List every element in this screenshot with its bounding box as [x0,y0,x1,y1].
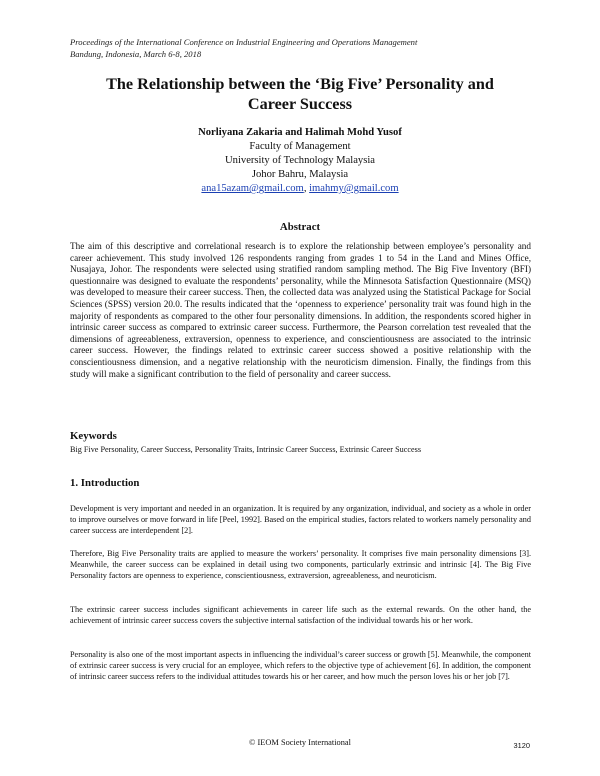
author-block [70,126,530,196]
email-separator: , [303,183,310,194]
introduction-heading: 1. Introduction [70,477,140,489]
affiliation-university: University of Technology Malaysia [225,155,375,166]
intro-paragraph: Therefore, Big Five Personality traits are applied to measure the workers’ personality. It comprises five main personality dimensions [3]. Meanwhile, the career success can be explained in detail using two components, particularly extrinsic and intrinsic [4]. The Big Five Personality factors are openness to experience, conscientiousness, extraversion, agreeableness, and neuroticism. [70,549,531,580]
header-location-date: Bandung, Indonesia, March 6-8, 2018 [70,49,202,59]
intro-paragraph: Development is very important and needed in an organization. It is required by any organization, individual, and society as a whole in order to improve ourselves or move forward in life [Peel, 1992]. Based on the empirical studies, factors related to workers namely personality and career success are interdependent [2]. [70,504,531,535]
header-conference: Proceedings of the International Conference on Industrial Engineering and Operations Management [70,37,418,47]
running-header [70,36,530,60]
paper-title [70,74,530,114]
footer-copyright: © IEOM Society International [249,738,351,747]
affiliation-faculty: Faculty of Management [249,141,351,152]
keywords-heading: Keywords [70,430,117,442]
abstract-heading: Abstract [279,221,321,233]
email-link-1[interactable]: ana15azam@gmail.com [201,183,304,194]
title-line-1: The Relationship between the ‘Big Five’ Personality and [106,75,494,93]
intro-paragraph: The extrinsic career success includes significant achievements in career life such as the external rewards. On the other hand, the achievement of intrinsic career success covers the subjective internal satisfaction of the individual towards his or her work. [70,605,531,625]
author-names: Norliyana Zakaria and Halimah Mohd Yusof [198,127,402,138]
author-emails [70,182,530,196]
page-number: 3120 [513,741,530,750]
title-line-2: Career Success [247,95,353,113]
abstract-text: The aim of this descriptive and correlational research is to explore the relationship between employee’s personality and career achievement. This study involved 126 respondents ranging from grades 1 to 54 in the Land and Mines Office, Nusajaya, Johor. The respondents were selected using stratified random sampling method. The Big Five Inventory (BFI) questionnaire was designed to evaluate the respondents’ personality, while the Minnesota Satisfaction Questionnaire (MSQ) was developed to measure their career success. Then, the collected data was analyzed using the Statistical Package for Social Sciences (SPSS) version 20.0. The results indicated that the ‘openness to experience’ personality trait was found high in the majority of respondents as compared to the other four personality dimensions. In addition, the respondents scored higher in intrinsic career success as compared to extrinsic career success. Furthermore, the Pearson correlation test revealed that the dimensions of agreeableness, extraversion, openness to experience, and conscientiousness are associated to the intrinsic career success. However, the findings related to extrinsic career success showed a positive relationship with the conscientiousness dimension, and a negative relationship with the neuroticism dimension. Finally, the findings from this study will make a significant contribution to the field of personality and career success. [70,241,531,379]
intro-paragraph: Personality is also one of the most important aspects in influencing the individual’s career success or growth [5]. Meanwhile, the component of extrinsic career success is very crucial for an employee, which refers to the objective type of achievement [6]. In addition, the component of intrinsic career success refers to the individual attitudes towards his or her career, and how much the person loves his or her job [7]. [70,650,531,681]
email-link-2[interactable]: imahmy@gmail.com [309,183,399,194]
affiliation-location: Johor Bahru, Malaysia [251,169,349,180]
keywords-text: Big Five Personality, Career Success, Personality Traits, Intrinsic Career Success, Extrinsic Career Success [70,445,422,454]
